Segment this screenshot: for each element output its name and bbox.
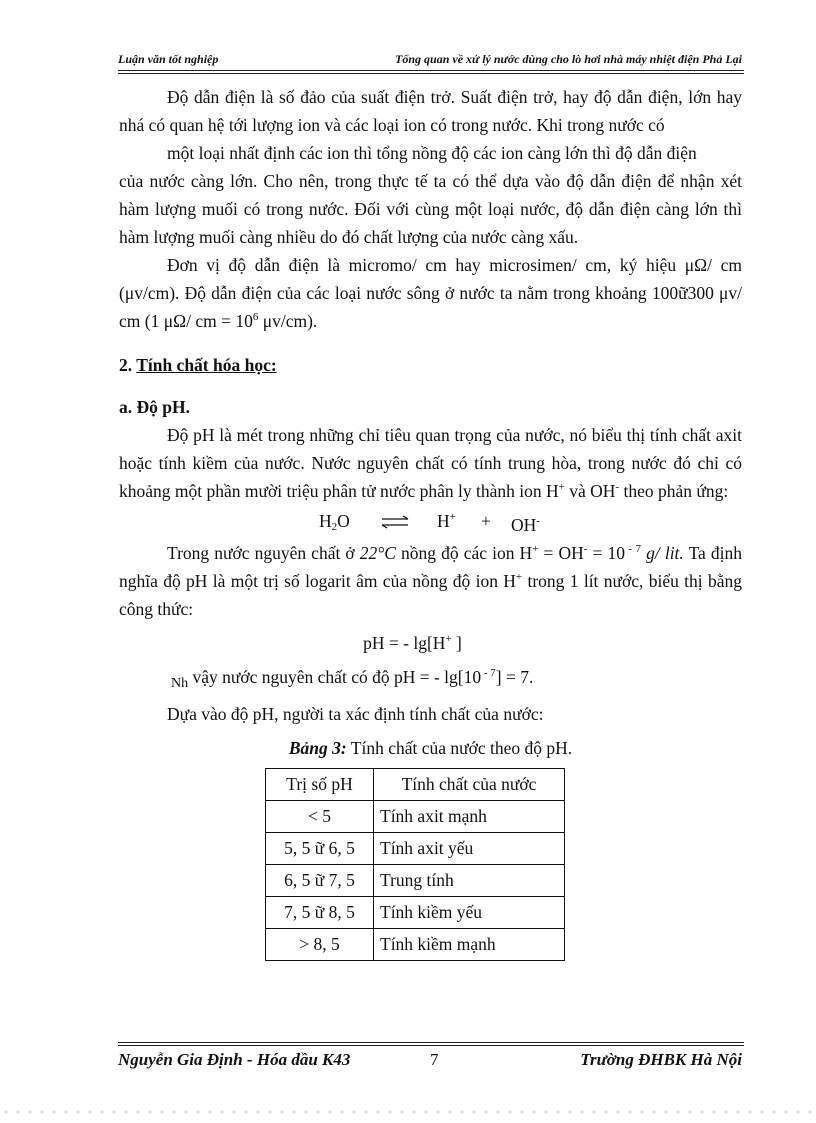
h-ion-charge: + [558, 481, 565, 493]
paragraph-conductivity-1: Độ dẫn điện là số đảo của suất điện trở. Suất điện trở, hay độ dẫn điện, lớn hay nhá có quan hệ tới lượng ion và các loại ion có trong nước. Khi trong nước có [119, 87, 742, 135]
page-header [118, 50, 742, 70]
paragraph-conductivity-2: một loại nhất định các ion thì tổng nồng độ các ion càng lớn thì độ dẫn điện [167, 143, 697, 163]
page-footer [118, 1050, 742, 1072]
table-cell-property: Tính axit yếu [374, 833, 565, 865]
table-cell-property: Trung tính [374, 865, 565, 897]
ph-properties-table [265, 768, 565, 961]
table-cell-ph: 6, 5 ữ 7, 5 [266, 865, 374, 897]
table-header-ph: Trị số pH [266, 769, 374, 801]
footer-rule-bottom [118, 1045, 744, 1046]
paragraph-table-intro: Dựa vào độ pH, người ta xác định tính chất của nước: [167, 704, 544, 724]
ph-pure-text [188, 667, 533, 687]
units-exponent: 6 [252, 311, 259, 323]
table-caption [119, 734, 742, 762]
header-topic-title: Tổng quan về xử lý nước dùng cho lò hơi nhà máy nhiệt điện Phả Lại [395, 52, 742, 66]
ph-def-text-4: trong 1 lít nước, biểu thị bằng công thức: [119, 571, 743, 619]
units-text: Đơn vị độ dẫn điện là micromo/ cm hay microsimen/ cm, ký hiệu μΩ/ cm (μv/cm). Độ dẫn điện của các loại nước sông ở nước ta nằm trong khoảng 100ữ300 μv/ cm (1 μΩ/ cm = 10 [119, 255, 742, 331]
ph-formula-end: ] [451, 633, 462, 653]
table-header-property: Tính chất của nước [374, 769, 565, 801]
water-subscript: 2 [331, 521, 338, 533]
table-cell-property: Tính kiềm mạnh [374, 929, 565, 961]
footer-author: Nguyễn Gia Định - Hóa dầu K43 [118, 1050, 351, 1069]
nh-fragment: Nh [171, 676, 189, 691]
ph-def-text-2: nồng độ các ion H [395, 543, 533, 563]
water-h: H [319, 511, 332, 531]
header-rule-bottom [118, 73, 744, 74]
table-caption-text: Tính chất của nước theo độ pH. [346, 738, 573, 758]
table-caption-label: Bảng 3: [288, 738, 347, 758]
equilibrium-arrows-icon [381, 515, 409, 529]
table-cell-ph: 7, 5 ữ 8, 5 [266, 897, 374, 929]
header-thesis-label: Luận văn tốt nghiệp [118, 52, 219, 66]
ph-formula-text: pH = - lg[H [363, 633, 446, 653]
oh-ion-charge: - [615, 481, 620, 493]
table-row [266, 897, 565, 929]
ph-intro-text: Độ pH là mét trong những chỉ tiêu quan trọng của nước, nó biểu thị tính chất axit hoặc tính kiềm của nước. Nước nguyên chất có tính trung hòa, trong nước đó chỉ có khoảng một phần mười triệu phân tử nước phân ly thành ion H [119, 425, 742, 501]
plus-sign: + [481, 511, 491, 531]
ph-formula [119, 629, 742, 657]
page-number: 7 [430, 1050, 439, 1069]
paragraph-ph-intro [119, 421, 742, 505]
subsection-heading-a: a. Độ pH. [119, 397, 190, 417]
water-formula [319, 511, 350, 532]
hydrogen-ion [437, 511, 456, 532]
h-charge-2: + [515, 571, 523, 583]
paragraph-ph-pure-water [119, 663, 742, 694]
table-row [266, 833, 565, 865]
table-row [266, 929, 565, 961]
table-cell-ph: > 8, 5 [266, 929, 374, 961]
table-cell-ph: < 5 [266, 801, 374, 833]
header-rule-top [118, 70, 744, 71]
footer-university: Trường ĐHBK Hà Nội [580, 1050, 742, 1069]
oh-charge: - [583, 543, 588, 555]
table-cell-ph: 5, 5 ữ 6, 5 [266, 833, 374, 865]
paragraph-units [119, 251, 742, 335]
hydroxide-symbol: OH [511, 515, 537, 535]
ph-def-unit: g/ lit. [641, 543, 684, 563]
hydroxide-charge: - [536, 515, 540, 527]
water-o: O [337, 511, 350, 531]
paragraph-conductivity-3: của nước càng lớn. Cho nên, trong thực tế ta có thể dựa vào độ dẫn điện để nhận xét hàm lượng muối có trong nước. Đối với cùng một loại nước, độ dẫn điện càng lớn thì hàm lượng muối càng nhiều do đó chất lượng của nước càng xấu. [119, 171, 742, 247]
ph-def-text-3: Ta định nghĩa độ pH là một trị số logarit âm của nồng độ ion H [119, 543, 743, 591]
units-text-end: μv/cm). [258, 311, 318, 331]
ph-def-value: = 10 [587, 543, 625, 563]
table-row [266, 801, 565, 833]
ph-def-text: Trong nước nguyên chất ở [167, 543, 360, 563]
ph-formula-charge: + [445, 633, 452, 645]
ph-intro-text-2: và OH [564, 481, 616, 501]
footer-rule-top [118, 1042, 744, 1043]
page-body [119, 83, 742, 961]
ph-def-exponent: - 7 [624, 543, 642, 555]
ph-pure-result: ] = 7. [495, 667, 534, 687]
table-cell-property: Tính kiềm yếu [374, 897, 565, 929]
temperature: 22°C [359, 543, 396, 563]
hydroxide-ion [511, 515, 540, 536]
paragraph-ph-definition [119, 539, 742, 623]
hydrogen-symbol: H [437, 511, 450, 531]
oh-symbol: OH [558, 543, 584, 563]
hydrogen-charge: + [449, 511, 456, 523]
ph-pure-exponent: - 7 [481, 667, 496, 679]
table-cell-property: Tính axit mạnh [374, 801, 565, 833]
ph-def-eq: = [538, 543, 559, 563]
table-header-row [266, 769, 565, 801]
scan-dot-border [0, 1110, 816, 1114]
section-title: Tính chất hóa học: [136, 355, 277, 375]
table-row [266, 865, 565, 897]
ph-pure-formula: vậy nước nguyên chất có độ pH = - lg[10 [188, 667, 482, 687]
section-heading-2 [119, 351, 742, 379]
h-charge: + [532, 543, 539, 555]
ph-intro-text-3: theo phản ứng: [619, 481, 729, 501]
dissociation-equation [119, 505, 742, 539]
section-number: 2. [119, 355, 137, 375]
